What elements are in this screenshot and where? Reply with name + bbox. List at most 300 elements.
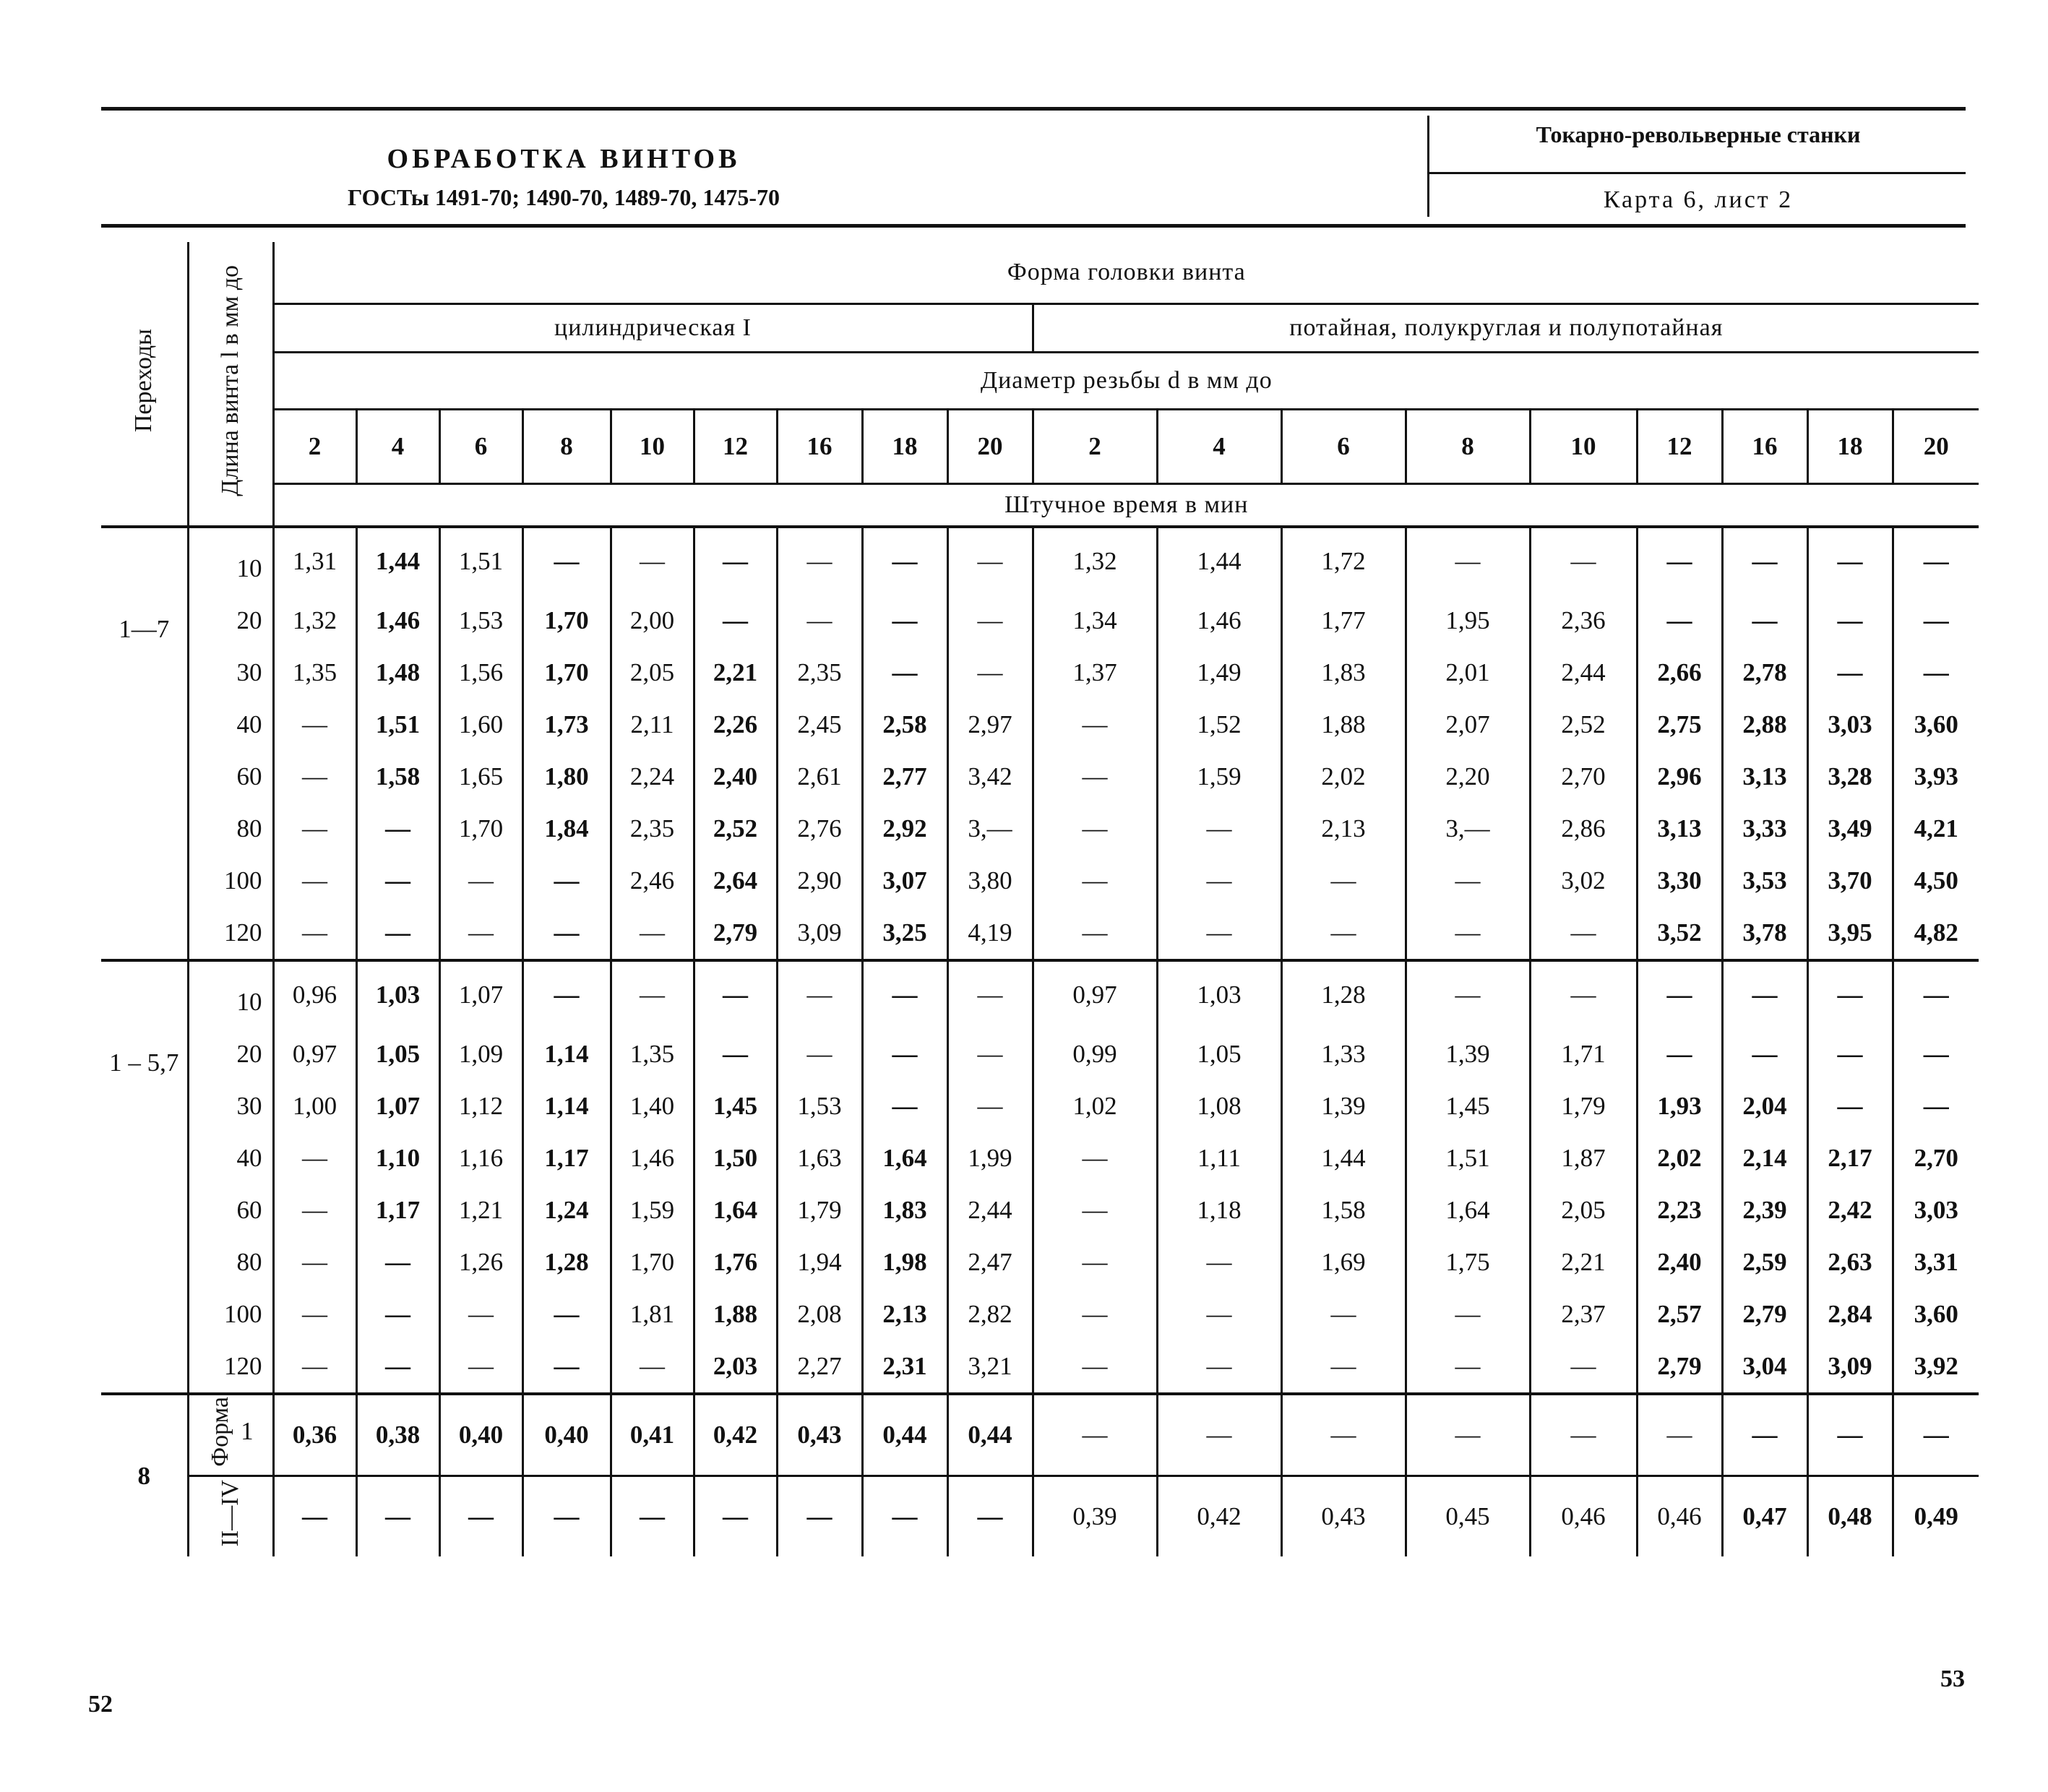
time-value-cell: —	[1530, 527, 1637, 595]
time-value-cell: 2,52	[694, 803, 777, 855]
time-value-cell: —	[273, 699, 356, 751]
time-value-cell: 1,75	[1406, 1236, 1530, 1288]
time-value-cell: 1,51	[1406, 1132, 1530, 1184]
time-value-cell: 3,60	[1893, 699, 1979, 751]
time-value-cell: 0,49	[1893, 1476, 1979, 1557]
time-value-cell: —	[273, 1132, 356, 1184]
time-value-cell: 2,17	[1807, 1132, 1893, 1184]
time-value-cell: —	[1807, 1394, 1893, 1476]
time-value-cell: 1,98	[862, 1236, 947, 1288]
time-value-cell: —	[1637, 595, 1722, 647]
time-value-cell: 1,16	[439, 1132, 522, 1184]
time-value-cell: —	[1530, 1340, 1637, 1394]
time-value-cell: 2,79	[1637, 1340, 1722, 1394]
time-value-cell: 0,96	[273, 960, 356, 1028]
time-value-cell: 2,79	[1722, 1288, 1807, 1340]
time-value-cell: 2,07	[1406, 699, 1530, 751]
time-value-cell: 2,21	[1530, 1236, 1637, 1288]
time-value-cell: —	[1637, 1394, 1722, 1476]
time-value-cell: 3,04	[1722, 1340, 1807, 1394]
time-value-cell: —	[1033, 1236, 1157, 1288]
time-value-cell: 2,21	[694, 647, 777, 699]
time-value-cell: 1,65	[439, 751, 522, 803]
length-value: 40	[188, 1132, 273, 1184]
time-value-cell: 3,28	[1807, 751, 1893, 803]
time-value-cell: 1,49	[1157, 647, 1281, 699]
time-value-cell: 2,77	[862, 751, 947, 803]
time-value-cell: —	[862, 647, 947, 699]
time-value-cell: —	[777, 595, 862, 647]
time-value-cell: 1,64	[862, 1132, 947, 1184]
time-value-cell: 1,60	[439, 699, 522, 751]
time-value-cell: —	[947, 647, 1033, 699]
time-value-cell: —	[1637, 527, 1722, 595]
piece-time-header: Штучное время в мин	[273, 484, 1979, 527]
table-row	[101, 1132, 1979, 1184]
time-value-cell: —	[1722, 527, 1807, 595]
length-value: 60	[188, 751, 273, 803]
time-value-cell: 1,53	[439, 595, 522, 647]
time-value-cell: —	[694, 960, 777, 1028]
time-value-cell: 1,95	[1406, 595, 1530, 647]
time-value-cell: 2,76	[777, 803, 862, 855]
time-value-cell: 3,02	[1530, 855, 1637, 907]
time-value-cell: 2,01	[1406, 647, 1530, 699]
length-value: 100	[188, 855, 273, 907]
time-value-cell: 2,70	[1530, 751, 1637, 803]
time-value-cell: —	[1157, 1236, 1281, 1288]
form-label: Форма	[207, 1397, 234, 1467]
time-value-cell: 1,59	[611, 1184, 694, 1236]
time-value-cell: 2,70	[1893, 1132, 1979, 1184]
time-value-cell: 0,47	[1722, 1476, 1807, 1557]
length-value: 60	[188, 1184, 273, 1236]
form-cell	[188, 1394, 273, 1476]
time-value-cell: 1,08	[1157, 1080, 1281, 1132]
time-value-cell: 2,92	[862, 803, 947, 855]
time-value-cell: —	[1406, 1340, 1530, 1394]
diameter-cyl-10: 10	[611, 410, 694, 484]
time-value-cell: 3,33	[1722, 803, 1807, 855]
time-value-cell: 2,97	[947, 699, 1033, 751]
group-cylindrical: цилиндрическая I	[273, 304, 1033, 353]
time-value-cell: 3,52	[1637, 907, 1722, 960]
time-value-cell: 2,59	[1722, 1236, 1807, 1288]
time-value-cell: —	[611, 1476, 694, 1557]
form-value: II—IV	[217, 1480, 244, 1547]
time-value-cell: —	[862, 527, 947, 595]
time-value-cell: 0,97	[1033, 960, 1157, 1028]
time-value-cell: 1,14	[522, 1080, 611, 1132]
operation-label: 8	[137, 1461, 150, 1490]
time-value-cell: 2,47	[947, 1236, 1033, 1288]
time-value-cell: —	[273, 1288, 356, 1340]
time-value-cell: 3,31	[1893, 1236, 1979, 1288]
diameter-cyl-6: 6	[439, 410, 522, 484]
table-row	[101, 1028, 1979, 1080]
time-value-cell: —	[611, 527, 694, 595]
time-value-cell: —	[947, 595, 1033, 647]
diameter-header: Диаметр резьбы d в мм до	[273, 353, 1979, 410]
time-value-cell: 1,56	[439, 647, 522, 699]
time-value-cell: 1,31	[273, 527, 356, 595]
time-value-cell: —	[439, 1476, 522, 1557]
time-value-cell: —	[273, 907, 356, 960]
time-value-cell: 1,14	[522, 1028, 611, 1080]
time-value-cell: —	[862, 1028, 947, 1080]
time-value-cell: 1,18	[1157, 1184, 1281, 1236]
time-value-cell: 1,40	[611, 1080, 694, 1132]
time-value-cell: 3,13	[1722, 751, 1807, 803]
length-value: 100	[188, 1288, 273, 1340]
time-value-cell: 1,35	[273, 647, 356, 699]
time-value-cell: 0,99	[1033, 1028, 1157, 1080]
time-value-cell: 3,53	[1722, 855, 1807, 907]
time-value-cell: —	[777, 1476, 862, 1557]
time-value-cell: 3,95	[1807, 907, 1893, 960]
time-value-cell: 1,64	[694, 1184, 777, 1236]
time-value-cell: 1,79	[1530, 1080, 1637, 1132]
table-row	[101, 1394, 1979, 1476]
form-cell	[188, 1476, 273, 1557]
diameter-cyl-8: 8	[522, 410, 611, 484]
time-value-cell: 1,46	[611, 1132, 694, 1184]
time-value-cell: 2,35	[611, 803, 694, 855]
diameter-cyl-20: 20	[947, 410, 1033, 484]
time-value-cell: —	[1281, 1340, 1406, 1394]
time-value-cell: —	[522, 527, 611, 595]
head-form-header: Форма головки винта	[273, 242, 1979, 304]
time-value-cell: 2,63	[1807, 1236, 1893, 1288]
time-value-cell: 3,92	[1893, 1340, 1979, 1394]
table-row	[101, 751, 1979, 803]
time-value-cell: 2,40	[1637, 1236, 1722, 1288]
time-value-cell: 3,13	[1637, 803, 1722, 855]
time-value-cell: 2,27	[777, 1340, 862, 1394]
time-value-cell: —	[1530, 1394, 1637, 1476]
time-value-cell: —	[1893, 527, 1979, 595]
time-value-cell: —	[862, 960, 947, 1028]
time-value-cell: —	[1157, 907, 1281, 960]
time-value-cell: 1,26	[439, 1236, 522, 1288]
time-value-cell: 1,05	[1157, 1028, 1281, 1080]
time-value-cell: 2,26	[694, 699, 777, 751]
time-value-cell: 2,78	[1722, 647, 1807, 699]
time-value-cell: 1,99	[947, 1132, 1033, 1184]
table-row	[101, 699, 1979, 751]
length-value: 20	[188, 1028, 273, 1080]
time-value-cell: 1,39	[1406, 1028, 1530, 1080]
time-value-cell: —	[356, 1340, 439, 1394]
time-value-cell: 0,43	[1281, 1476, 1406, 1557]
time-value-cell: 2,40	[694, 751, 777, 803]
time-value-cell: 1,88	[694, 1288, 777, 1340]
time-value-cell: 2,37	[1530, 1288, 1637, 1340]
time-value-cell: 2,88	[1722, 699, 1807, 751]
time-value-cell: —	[862, 1476, 947, 1557]
table-row	[101, 907, 1979, 960]
time-value-cell: 1,07	[439, 960, 522, 1028]
time-value-cell: 2,79	[694, 907, 777, 960]
time-value-cell: 1,00	[273, 1080, 356, 1132]
diameter-other-18: 18	[1807, 410, 1893, 484]
time-value-cell: —	[1637, 1028, 1722, 1080]
table-row	[101, 855, 1979, 907]
time-value-cell: —	[1807, 595, 1893, 647]
time-value-cell: 1,24	[522, 1184, 611, 1236]
time-value-cell: 1,70	[611, 1236, 694, 1288]
time-value-cell: 1,83	[862, 1184, 947, 1236]
table-row	[101, 1184, 1979, 1236]
time-value-cell: —	[1281, 1394, 1406, 1476]
time-value-cell: —	[273, 1476, 356, 1557]
time-value-cell: —	[777, 1028, 862, 1080]
diameter-other-10: 10	[1530, 410, 1637, 484]
time-value-cell: 0,44	[862, 1394, 947, 1476]
time-value-cell: —	[1406, 527, 1530, 595]
time-value-cell: 1,83	[1281, 647, 1406, 699]
time-value-cell: 3,78	[1722, 907, 1807, 960]
time-value-cell: 1,32	[1033, 527, 1157, 595]
time-value-cell: 1,87	[1530, 1132, 1637, 1184]
operation-label: 1 – 5,7	[101, 960, 188, 1394]
table-row	[101, 803, 1979, 855]
time-value-cell: —	[273, 803, 356, 855]
time-value-cell: 0,39	[1033, 1476, 1157, 1557]
table-row	[101, 527, 1979, 595]
time-value-cell: —	[694, 1476, 777, 1557]
time-value-cell: 1,17	[356, 1184, 439, 1236]
diameter-cyl-16: 16	[777, 410, 862, 484]
time-value-cell: 2,64	[694, 855, 777, 907]
time-value-cell: —	[1033, 907, 1157, 960]
time-value-cell: 2,24	[611, 751, 694, 803]
length-value: 30	[188, 1080, 273, 1132]
time-value-cell: —	[611, 907, 694, 960]
time-value-cell: —	[522, 1288, 611, 1340]
time-value-cell: 0,42	[694, 1394, 777, 1476]
time-value-cell: 1,51	[439, 527, 522, 595]
time-value-cell: 0,43	[777, 1394, 862, 1476]
length-value: 120	[188, 1340, 273, 1394]
length-value: 20	[188, 595, 273, 647]
time-value-cell: 2,45	[777, 699, 862, 751]
time-value-cell: —	[356, 1288, 439, 1340]
form-value: 1	[241, 1417, 254, 1446]
time-value-cell: —	[777, 527, 862, 595]
diameter-cyl-4: 4	[356, 410, 439, 484]
length-value: 80	[188, 1236, 273, 1288]
time-value-cell: —	[1893, 647, 1979, 699]
diameter-other-16: 16	[1722, 410, 1807, 484]
time-value-cell: 1,44	[356, 527, 439, 595]
time-value-cell: 1,80	[522, 751, 611, 803]
time-value-cell: 3,42	[947, 751, 1033, 803]
diameter-other-20: 20	[1893, 410, 1979, 484]
time-value-cell: 1,45	[1406, 1080, 1530, 1132]
time-value-cell: 3,21	[947, 1340, 1033, 1394]
time-value-cell: 1,53	[777, 1080, 862, 1132]
time-value-cell: —	[1807, 647, 1893, 699]
time-value-cell: —	[273, 751, 356, 803]
time-value-cell: 0,48	[1807, 1476, 1893, 1557]
time-value-cell: 1,50	[694, 1132, 777, 1184]
time-value-cell: 1,88	[1281, 699, 1406, 751]
time-value-cell: 2,13	[862, 1288, 947, 1340]
time-value-cell: —	[947, 960, 1033, 1028]
time-value-cell: —	[439, 1340, 522, 1394]
time-value-cell: 3,03	[1807, 699, 1893, 751]
time-value-cell: 2,44	[947, 1184, 1033, 1236]
time-value-cell: 0,46	[1530, 1476, 1637, 1557]
time-value-cell: —	[1807, 960, 1893, 1028]
time-value-cell: 1,11	[1157, 1132, 1281, 1184]
table-row	[101, 1476, 1979, 1557]
time-value-cell: —	[522, 855, 611, 907]
time-value-cell: 1,07	[356, 1080, 439, 1132]
time-value-cell: 1,45	[694, 1080, 777, 1132]
time-value-cell: —	[522, 907, 611, 960]
time-value-cell: —	[1807, 1028, 1893, 1080]
machining-time-table	[101, 242, 1979, 1556]
time-value-cell: —	[273, 1340, 356, 1394]
time-value-cell: —	[1281, 907, 1406, 960]
diameter-cyl-18: 18	[862, 410, 947, 484]
time-value-cell: 4,21	[1893, 803, 1979, 855]
time-value-cell: 1,44	[1281, 1132, 1406, 1184]
time-value-cell: 0,97	[273, 1028, 356, 1080]
time-value-cell: 2,02	[1637, 1132, 1722, 1184]
time-value-cell: —	[273, 855, 356, 907]
time-value-cell: —	[522, 1340, 611, 1394]
machine-type: Токарно-револьверные станки	[1536, 121, 1861, 147]
time-value-cell: 1,21	[439, 1184, 522, 1236]
time-value-cell: —	[1281, 1288, 1406, 1340]
diameter-other-6: 6	[1281, 410, 1406, 484]
time-value-cell: —	[1033, 751, 1157, 803]
diameter-other-12: 12	[1637, 410, 1722, 484]
time-value-cell: 0,38	[356, 1394, 439, 1476]
time-value-cell: 0,40	[522, 1394, 611, 1476]
time-value-cell: 2,11	[611, 699, 694, 751]
time-value-cell: 1,63	[777, 1132, 862, 1184]
time-value-cell: —	[1157, 855, 1281, 907]
time-value-cell: —	[1893, 960, 1979, 1028]
time-value-cell: 1,71	[1530, 1028, 1637, 1080]
time-value-cell: —	[1406, 1288, 1530, 1340]
time-value-cell: 2,52	[1530, 699, 1637, 751]
time-value-cell: 1,34	[1033, 595, 1157, 647]
time-value-cell: 1,39	[1281, 1080, 1406, 1132]
time-value-cell: 3,25	[862, 907, 947, 960]
table-row	[101, 647, 1979, 699]
time-value-cell: —	[1530, 907, 1637, 960]
time-value-cell: 2,61	[777, 751, 862, 803]
time-value-cell: 0,42	[1157, 1476, 1281, 1557]
gost-reference: ГОСТы 1491-70; 1490-70, 1489-70, 1475-70	[348, 184, 780, 210]
time-value-cell: —	[1157, 1340, 1281, 1394]
time-value-cell: 1,58	[1281, 1184, 1406, 1236]
time-value-cell: 2,57	[1637, 1288, 1722, 1340]
time-value-cell: —	[1033, 1340, 1157, 1394]
time-value-cell: —	[1033, 1184, 1157, 1236]
time-value-cell: —	[522, 1476, 611, 1557]
time-value-cell: 2,13	[1281, 803, 1406, 855]
length-value: 40	[188, 699, 273, 751]
time-value-cell: —	[611, 960, 694, 1028]
table-row	[101, 1236, 1979, 1288]
time-value-cell: 1,32	[273, 595, 356, 647]
time-value-cell: 3,49	[1807, 803, 1893, 855]
time-value-cell: 1,05	[356, 1028, 439, 1080]
time-value-cell: 1,64	[1406, 1184, 1530, 1236]
time-value-cell: —	[694, 595, 777, 647]
table-row	[101, 960, 1979, 1028]
diameter-other-2: 2	[1033, 410, 1157, 484]
time-value-cell: 2,75	[1637, 699, 1722, 751]
diameter-cyl-2: 2	[273, 410, 356, 484]
time-value-cell: —	[947, 527, 1033, 595]
time-value-cell: —	[1157, 1394, 1281, 1476]
time-value-cell: —	[694, 527, 777, 595]
time-value-cell: —	[356, 855, 439, 907]
time-value-cell: 1,52	[1157, 699, 1281, 751]
time-value-cell: —	[1637, 960, 1722, 1028]
length-header: Длина винта l в мм до	[188, 242, 273, 527]
page-number-left: 52	[88, 1691, 113, 1718]
time-value-cell: 2,90	[777, 855, 862, 907]
time-value-cell: 3,09	[1807, 1340, 1893, 1394]
time-value-cell: —	[1893, 1394, 1979, 1476]
time-value-cell: 2,39	[1722, 1184, 1807, 1236]
operation-label: 1—7	[101, 527, 188, 960]
time-value-cell: 4,19	[947, 907, 1033, 960]
card-sheet-number: Карта 6, лист 2	[1603, 186, 1794, 213]
time-value-cell: 1,72	[1281, 527, 1406, 595]
time-value-cell: 2,86	[1530, 803, 1637, 855]
time-value-cell: 1,73	[522, 699, 611, 751]
table-row	[101, 595, 1979, 647]
time-value-cell: —	[947, 1028, 1033, 1080]
time-value-cell: 0,36	[273, 1394, 356, 1476]
time-value-cell: 3,07	[862, 855, 947, 907]
time-value-cell: 2,46	[611, 855, 694, 907]
operations-header: Переходы	[101, 242, 188, 527]
time-value-cell: —	[1722, 595, 1807, 647]
time-value-cell: 1,59	[1157, 751, 1281, 803]
time-value-cell: 2,23	[1637, 1184, 1722, 1236]
time-value-cell: 1,93	[1637, 1080, 1722, 1132]
time-value-cell: 1,28	[522, 1236, 611, 1288]
time-value-cell: 1,70	[522, 647, 611, 699]
diameter-cyl-12: 12	[694, 410, 777, 484]
table-row	[101, 1288, 1979, 1340]
time-value-cell: —	[1406, 855, 1530, 907]
diameter-other-8: 8	[1406, 410, 1530, 484]
time-value-cell: —	[777, 960, 862, 1028]
time-value-cell: 2,35	[777, 647, 862, 699]
time-value-cell: 1,77	[1281, 595, 1406, 647]
time-value-cell: 0,40	[439, 1394, 522, 1476]
time-value-cell: 1,69	[1281, 1236, 1406, 1288]
time-value-cell: —	[611, 1340, 694, 1394]
time-value-cell: —	[1530, 960, 1637, 1028]
time-value-cell: 3,80	[947, 855, 1033, 907]
time-value-cell: 2,36	[1530, 595, 1637, 647]
time-value-cell: 3,—	[1406, 803, 1530, 855]
time-value-cell: 4,50	[1893, 855, 1979, 907]
time-value-cell: 1,03	[1157, 960, 1281, 1028]
